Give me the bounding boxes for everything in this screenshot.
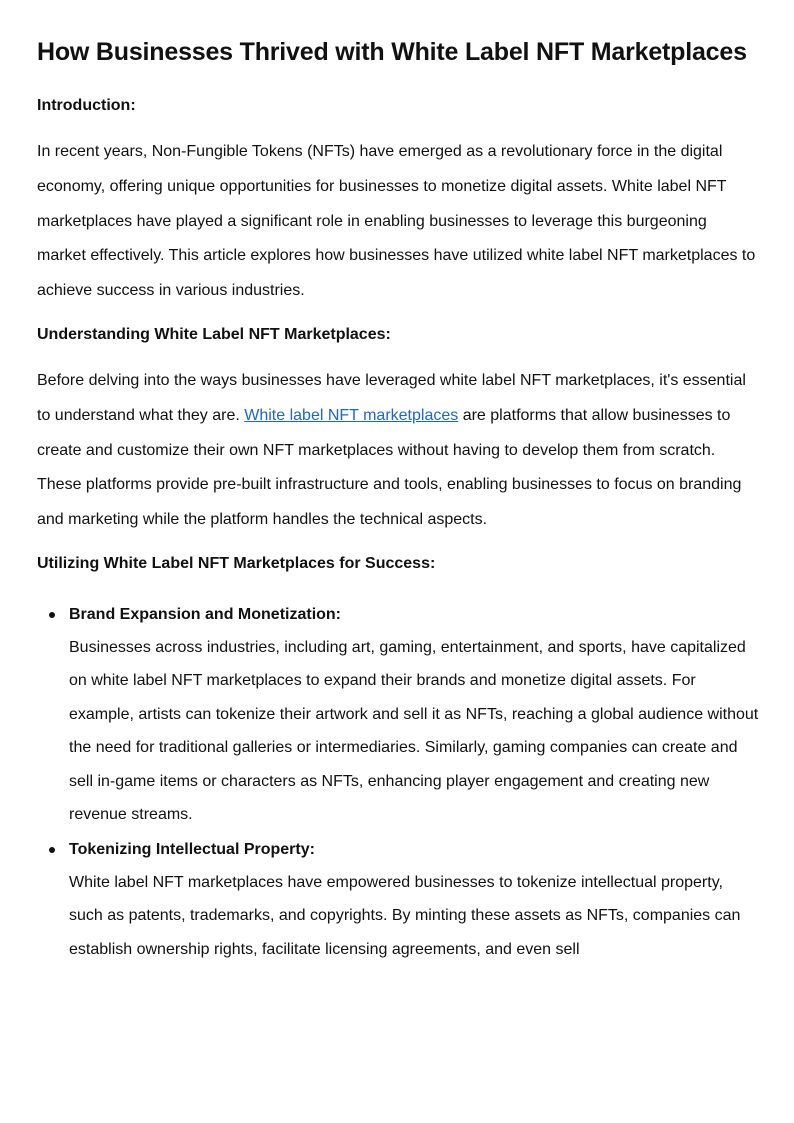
- section-heading-utilizing: Utilizing White Label NFT Marketplaces for Success:: [37, 554, 436, 572]
- understanding-text-after: are platforms that allow businesses to create and customize their own NFT marketplaces without having to develop them from scratch. These platforms provide pre-built infrastructure and tools, enabling businesses to focus on branding and marketing while the platform handles the technical aspects.: [37, 406, 742, 529]
- list-item: [37, 837, 759, 967]
- list-item-text: White label NFT marketplaces have empowered businesses to tokenize intellectual property, such as patents, trademarks, and copyrights. By minting these assets as NFTs, companies can establish ownership rights, facilitate licensing agreements, and even sell: [69, 873, 741, 958]
- white-label-nft-marketplaces-link[interactable]: White label NFT marketplaces: [244, 406, 459, 424]
- list-item: [37, 602, 759, 832]
- section-heading-introduction: Introduction:: [37, 97, 136, 114]
- list-item-title: Brand Expansion and Monetization:: [69, 605, 342, 623]
- intro-paragraph: In recent years, Non-Fungible Tokens (NFTs) have emerged as a revolutionary force in the digital economy, offering unique opportunities for businesses to monetize digital assets. White label NFT marketplaces have played a significant role in enabling businesses to leverage this burgeoning market effectively. This article explores how businesses have utilized white label NFT marketplaces to achieve success in various industries.: [37, 143, 756, 300]
- bullet-icon: [49, 847, 55, 853]
- page-title: How Businesses Thrived with White Label NFT Marketplaces: [37, 38, 747, 66]
- success-strategies-list: [37, 602, 759, 967]
- list-item-title: Tokenizing Intellectual Property:: [69, 840, 315, 858]
- section-heading-understanding: Understanding White Label NFT Marketplaces:: [37, 325, 391, 343]
- bullet-icon: [49, 612, 55, 618]
- understanding-text-before: Before delving into the ways businesses have leveraged white label NFT marketplaces, it's essential to understand what they are.: [37, 371, 746, 424]
- document-page: [37, 32, 759, 966]
- list-item-text: Businesses across industries, including art, gaming, entertainment, and sports, have capitalized on white label NFT marketplaces to expand their brands and monetize digital assets. For example, artists can tokenize their artwork and sell it as NFTs, reaching a global audience without the need for traditional galleries or intermediaries. Similarly, gaming companies can create and sell in-game items or characters as NFTs, enhancing player engagement and creating new revenue streams.: [69, 638, 759, 824]
- understanding-paragraph: [37, 364, 759, 538]
